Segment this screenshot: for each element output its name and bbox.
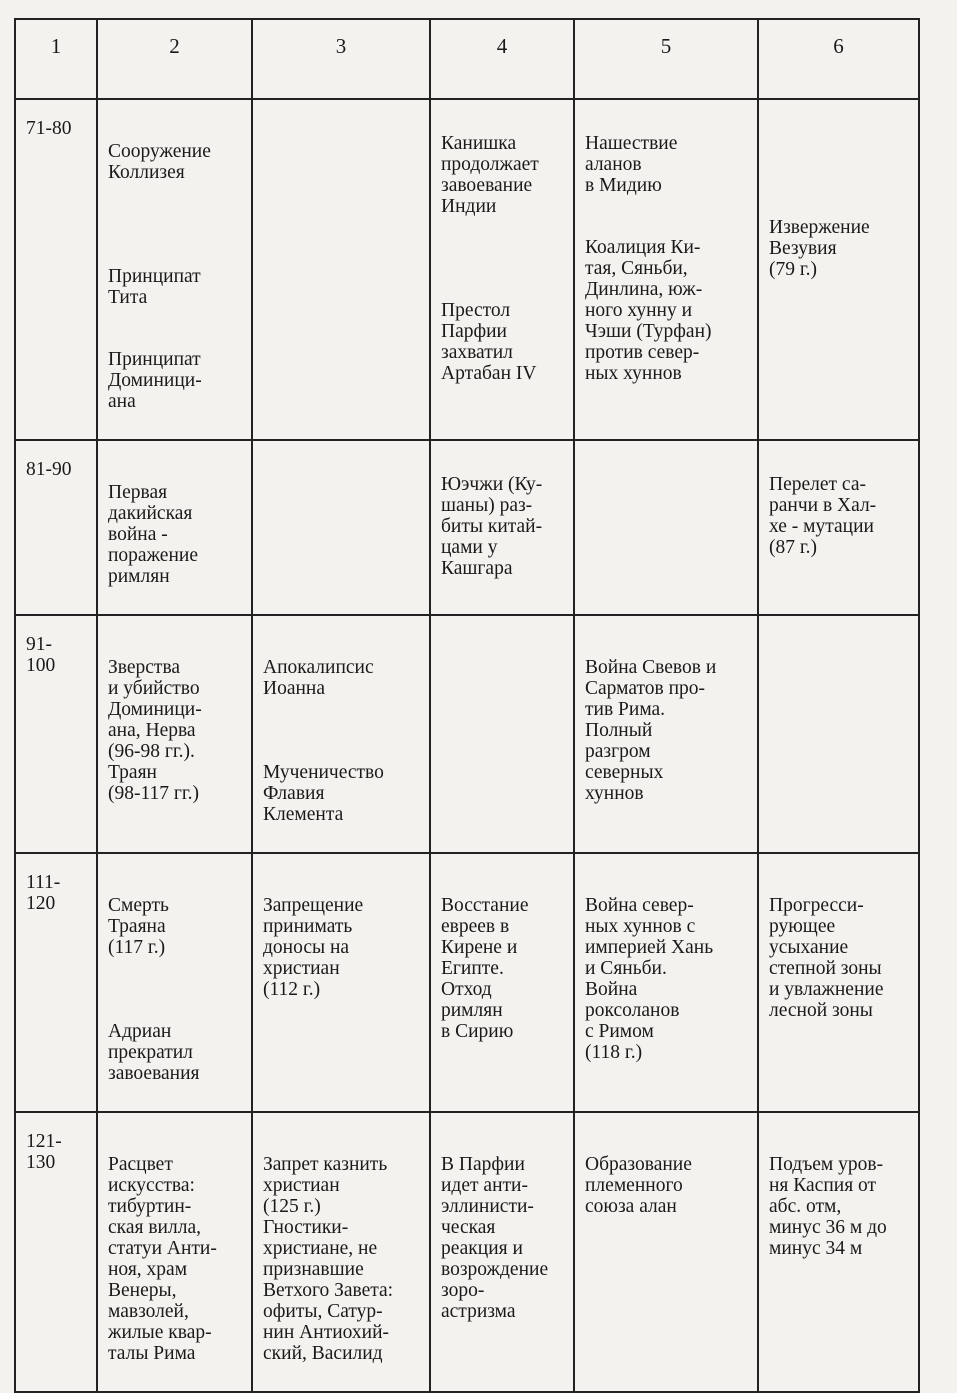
header-row [15,19,919,99]
year-cell [15,1112,97,1392]
table-cell [758,1112,919,1392]
cell-entry: Канишка продолжает завоевание Индии [441,133,539,217]
column-header-4: 4 [430,19,574,99]
table-cell [97,99,252,440]
cell-entry: Принципат Доминици- ана [108,349,202,412]
year-label: 71-80 [26,118,72,139]
chronology-table [14,18,920,1393]
table-cell [97,615,252,853]
cell-entry: Адриан прекратил завоевания [108,1021,200,1084]
cell-entry: Война север- ных хуннов с империей Хань и Сяньби. Война роксоланов с Римом (118 г.) [585,895,714,1063]
table-cell [252,1112,430,1392]
table-cell [430,440,574,615]
table-cell [574,853,758,1112]
cell-entry: Прогресси- рующее усыхание степной зоны и увлажнение лесной зоны [769,895,884,1021]
table-cell [574,99,758,440]
cell-entry: Нашествие аланов в Мидию [585,133,678,196]
table-cell [758,99,919,440]
table-cell [574,1112,758,1392]
cell-entry: Извержение Везувия (79 г.) [769,217,870,280]
table-cell [430,99,574,440]
cell-entry: Перелет са- ранчи в Хал- хе - мутации (87 г.) [769,474,877,558]
cell-entry: Мученичество Флавия Клемента [263,762,384,825]
table-row [15,853,919,1112]
cell-entry: Запрет казнить христиан (125 г.) Гностики- христиане, не признавшие Ветхого Завета: офиты, Сатур- нин Антиохий- ский, Василид [263,1154,394,1364]
table-cell [430,853,574,1112]
year-cell [15,99,97,440]
cell-entry: Зверства и убийство Доминици- ана, Нерва (96-98 гг.). Траян (98-117 гг.) [108,657,202,804]
table-row [15,440,919,615]
cell-entry: Война Свевов и Сарматов про- тив Рима. Полный разгром северных хуннов [585,657,717,804]
table-cell-empty [430,615,574,853]
cell-entry: Запрещение принимать доносы на христиан (112 г.) [263,895,364,1000]
table-cell-empty [758,615,919,853]
year-cell [15,853,97,1112]
table-cell [430,1112,574,1392]
cell-entry: Расцвет искусства: тибуртин- ская вилла, статуи Анти- ноя, храм Венеры, мавзолей, жилые квар- талы Рима [108,1154,217,1364]
cell-entry: Апокалипсис Иоанна [263,657,374,699]
table-cell-empty [252,99,430,440]
column-header-5: 5 [574,19,758,99]
table-row [15,615,919,853]
table-cell [574,615,758,853]
cell-entry: Первая дакийская война - поражение римлян [108,482,198,587]
table-row [15,99,919,440]
column-header-6: 6 [758,19,919,99]
column-header-3: 3 [252,19,430,99]
cell-entry: Коалиция Ки- тая, Сяньби, Динлина, юж- ного хунну и Чэши (Турфан) против север- ных хуннов [585,237,712,384]
cell-entry: Сооружение Коллизея [108,141,211,183]
column-header-2: 2 [97,19,252,99]
table-cell [758,440,919,615]
cell-entry: Юэчжи (Ку- шаны) раз- биты китай- цами у Кашгара [441,474,543,579]
cell-entry: Престол Парфии захватил Артабан IV [441,300,537,384]
year-cell [15,440,97,615]
table-cell-empty [252,440,430,615]
year-label: 91- 100 [26,634,56,676]
cell-entry: Образование племенного союза алан [585,1154,692,1217]
cell-entry: Подъем уров- ня Каспия от абс. отм, минус 36 м до минус 34 м [769,1154,887,1259]
table-cell-empty [574,440,758,615]
table-cell [97,1112,252,1392]
year-label: 121- 130 [26,1131,62,1173]
cell-entry: Восстание евреев в Кирене и Египте. Отход римлян в Сирию [441,895,529,1042]
table-row [15,1112,919,1392]
table-cell [252,615,430,853]
table-cell [97,440,252,615]
year-label: 111- 120 [26,872,61,914]
table-cell [97,853,252,1112]
cell-entry: В Парфии идет анти- эллинисти- ческая реакция и возрождение зоро- астризма [441,1154,549,1322]
table-cell [252,853,430,1112]
cell-entry: Принципат Тита [108,266,201,308]
year-cell [15,615,97,853]
column-header-1: 1 [15,19,97,99]
table-cell [758,853,919,1112]
year-label: 81-90 [26,459,72,480]
cell-entry: Смерть Траяна (117 г.) [108,895,169,958]
